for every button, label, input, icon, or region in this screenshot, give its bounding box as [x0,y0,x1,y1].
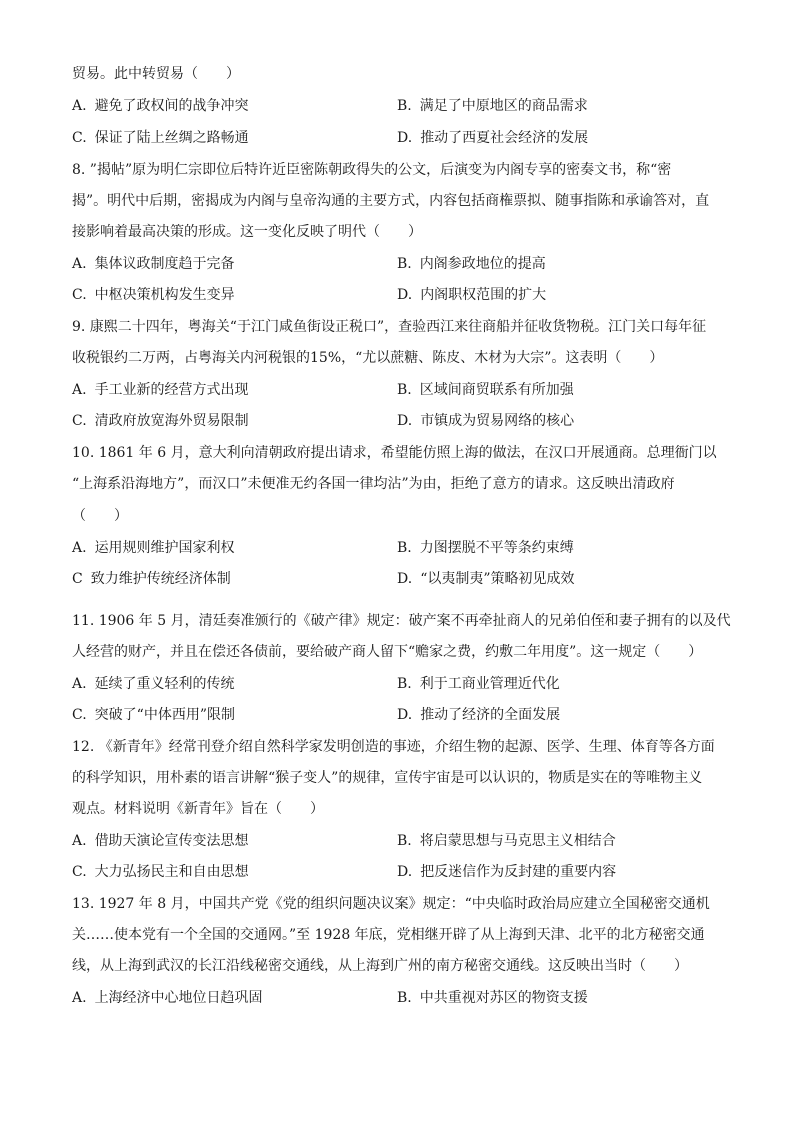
q12-stem-line-3: 观点。材料说明《新青年》旨在（ ） [72,801,324,817]
q13-option-a[interactable] [72,988,263,1008]
q12-option-b[interactable] [397,831,616,851]
option-letter: A. [72,833,87,849]
option-letter: B. [397,98,412,114]
q13-stem-line-2: 关……使本党有一个全国的交通网。”至 1928 年底，党相继开辟了从上海到天津、北平的北方秘密交通 [72,927,705,943]
option-letter: D. [397,413,413,429]
option-letter: B. [397,382,412,398]
option-letter: D. [397,130,413,146]
option-letter: D. [397,287,413,303]
option-letter: A. [72,382,87,398]
q7-option-a[interactable] [72,96,249,116]
option-text: 大力弘扬民主和自由思想 [94,864,249,880]
option-text: 致力维护传统经济体制 [90,571,231,587]
q11-stem-line-2: 人经营的财产，并且在偿还各债前，要给破产商人留下“赡家之费，约敷二年用度”。这一规定（ ） [72,644,703,660]
q8-option-a[interactable] [72,254,235,274]
option-letter: B. [397,676,412,692]
option-text: 手工业新的经营方式出现 [94,382,249,398]
option-text: 避免了政权间的战争冲突 [94,98,249,114]
option-letter: C. [72,864,87,880]
option-letter: D. [397,864,413,880]
q12-stem-line-2: 的科学知识，用朴素的语言讲解“猴子变人”的规律，宣传宇宙是可以认识的，物质是实在的等唯物主义 [72,770,703,786]
q13-option-b[interactable] [397,988,588,1008]
q12-option-c[interactable] [72,862,249,882]
q10-option-d[interactable] [397,569,575,589]
option-letter: A. [72,676,87,692]
option-text: 满足了中原地区的商品需求 [419,98,588,114]
q11-stem-line-1: 11. 1906 年 5 月，清廷奏准颁行的《破产律》规定：破产案不再牵扯商人的兄弟伯侄和妻子拥有的以及代 [72,613,731,629]
option-text: 力图摆脱不平等条约束缚 [419,540,574,556]
q9-option-b[interactable] [397,380,574,400]
option-text: “以夷制夷”策略初见成效 [420,571,575,587]
q8-option-b[interactable] [397,254,546,274]
option-text: 利于工商业管理近代化 [419,676,560,692]
q11-option-b[interactable] [397,674,560,694]
option-letter: A. [72,256,87,272]
q10-stem-line-3: （ ） [72,508,128,524]
q8-stem-line-1: 8. ”揭帖”原为明仁宗即位后特许近臣密陈朝政得失的公文，后演变为内阁专享的密奏文书，称“密 [72,162,672,178]
q12-option-a[interactable] [72,831,249,851]
q7-option-b[interactable] [397,96,588,116]
option-letter: D. [397,571,413,587]
option-text: 借助天演论宣传变法思想 [94,833,249,849]
option-letter: A. [72,98,87,114]
q11-option-d[interactable] [397,705,560,725]
option-text: 推动了西夏社会经济的发展 [420,130,589,146]
option-text: 区域间商贸联系有所加强 [419,382,574,398]
q11-option-c[interactable] [72,705,235,725]
q8-option-d[interactable] [397,285,546,305]
q12-stem-line-1: 12. 《新青年》经常刊登介绍自然科学家发明创造的事迹，介绍生物的起源、医学、生理、体育等各方面 [72,739,715,755]
q8-stem-line-2: 揭”。明代中后期，密揭成为内阁与皇帝沟通的主要方式，内容包括商権票拟、随事指陈和承谕答对，直 [72,193,710,209]
q7-option-c[interactable] [72,128,249,148]
q9-option-c[interactable] [72,411,249,431]
option-text: 运用规则维护国家利权 [94,540,235,556]
q7-stem-tail: 贸易。此中转贸易（ ） [72,66,240,82]
option-letter: B. [397,990,412,1006]
q13-stem-line-3: 线，从上海到武汉的长江沿线秘密交通线，从上海到广州的南方秘密交通线。这反映出当时（ ） [72,958,688,974]
q8-option-c[interactable] [72,285,235,305]
q8-stem-line-3: 接影响着最高决策的形成。这一变化反映了明代（ ） [72,224,422,240]
option-letter: C. [72,413,87,429]
option-letter: A. [72,540,87,556]
q9-stem-line-2: 收税银约二万两，占粤海关内河税银的15%，“尤以蔗糖、陈皮、木材为大宗”。这表明（ ） [72,350,664,366]
option-letter: B. [397,833,412,849]
option-letter: D. [397,707,413,723]
option-text: 保证了陆上丝绸之路畅通 [94,130,249,146]
q9-stem-line-1: 9. 康熙二十四年，粤海关“于江门咸鱼街设正税口”，查验西江来往商船并征收货物税。江门关口每年征 [72,319,707,335]
option-text: 市镇成为贸易网络的核心 [420,413,575,429]
option-letter: C. [72,130,87,146]
option-text: 突破了“中体西用”限制 [94,707,235,723]
q10-option-c[interactable] [72,569,231,589]
option-letter: C [72,571,83,587]
option-letter: A. [72,990,87,1006]
q13-stem-line-1: 13. 1927 年 8 月，中国共产党《党的组织问题决议案》规定：“中央临时政治局应建立全国秘密交通机 [72,896,710,912]
option-letter: B. [397,256,412,272]
q10-stem-line-1: 10. 1861 年 6 月，意大利向清朝政府提出请求，希望能仿照上海的做法，在汉口开展通商。总理衙门以 [72,445,717,461]
q9-option-a[interactable] [72,380,249,400]
option-text: 中枢决策机构发生变异 [94,287,235,303]
option-text: 内阁参政地位的提高 [419,256,546,272]
q12-option-d[interactable] [397,862,616,882]
q7-option-d[interactable] [397,128,588,148]
q10-option-a[interactable] [72,538,235,558]
option-text: 推动了经济的全面发展 [420,707,561,723]
q9-option-d[interactable] [397,411,574,431]
option-text: 集体议政制度趋于完备 [94,256,235,272]
option-text: 将启蒙思想与马克思主义相结合 [419,833,616,849]
option-text: 清政府放宽海外贸易限制 [94,413,249,429]
option-text: 把反迷信作为反封建的重要内容 [420,864,617,880]
option-text: 中共重视对苏区的物资支援 [419,990,588,1006]
option-text: 内阁职权范围的扩大 [420,287,547,303]
option-text: 上海经济中心地位日趋巩固 [94,990,263,1006]
q11-option-a[interactable] [72,674,235,694]
option-letter: C. [72,287,87,303]
q10-option-b[interactable] [397,538,574,558]
q10-stem-line-2: “上海系沿海地方”，而汉口”未便准无约各国一律均沾”为由，拒绝了意方的请求。这反映出清政府 [72,476,675,492]
option-letter: C. [72,707,87,723]
option-letter: B. [397,540,412,556]
option-text: 延续了重义轻利的传统 [94,676,235,692]
